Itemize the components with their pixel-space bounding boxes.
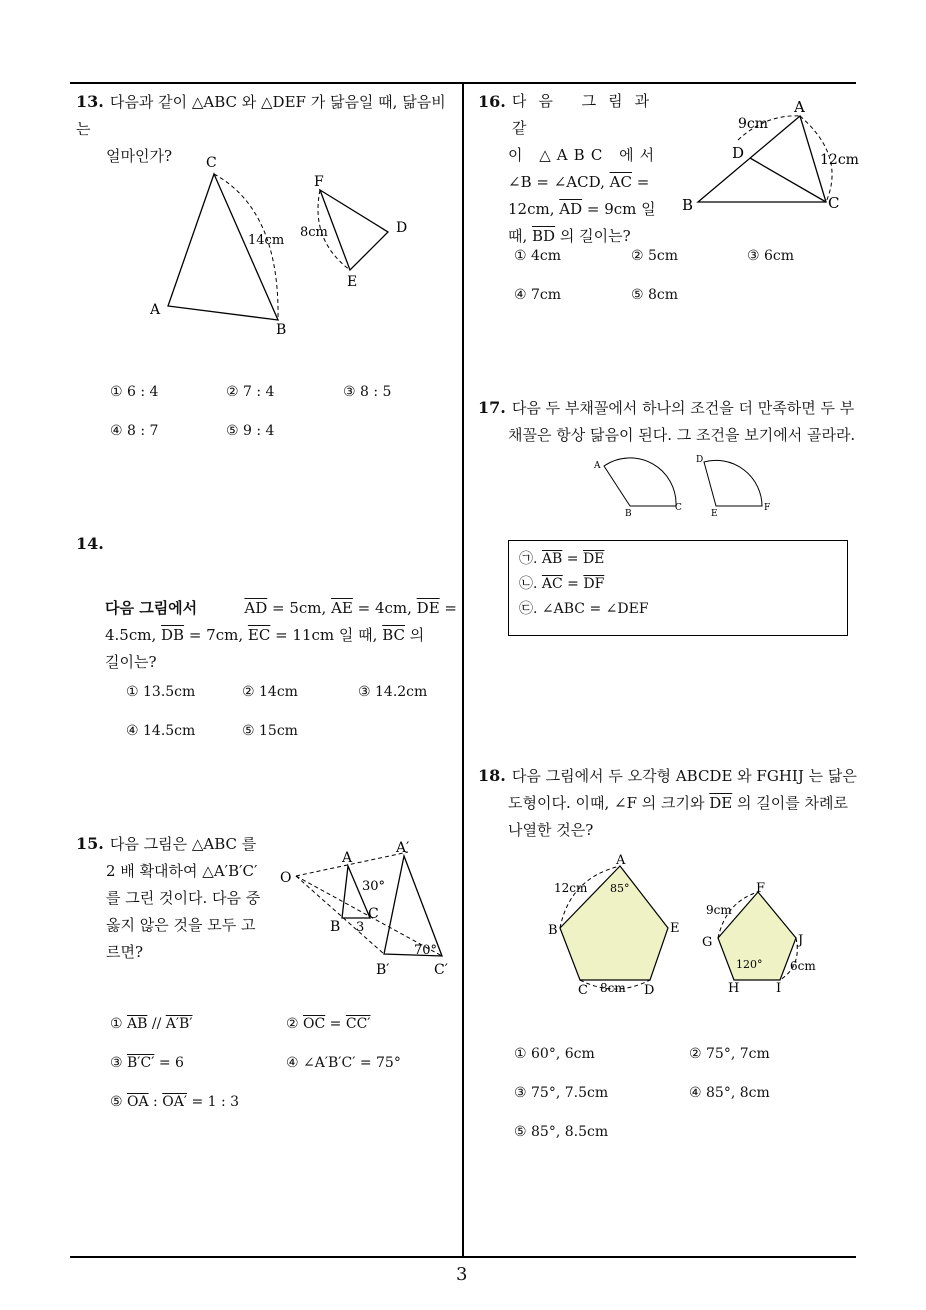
triangle-abc-large xyxy=(384,856,442,956)
label-i: I xyxy=(776,981,782,996)
label-8cm: 8cm xyxy=(300,225,328,240)
label-9cm: 9cm xyxy=(706,903,732,917)
q15-option-3[interactable]: ③ B′C′ = 6 xyxy=(110,1055,184,1071)
label-f: F xyxy=(756,881,766,896)
question-16-number: 16. xyxy=(478,92,506,111)
question-14 xyxy=(105,595,457,676)
label-e: E xyxy=(347,274,358,290)
sector-abc xyxy=(604,458,676,506)
q15-option-2[interactable]: ② $\overline{OC} = CC'$ xyxy=(286,1016,371,1032)
label-b-prime: B′ xyxy=(376,962,390,978)
page-number: 3 xyxy=(456,1264,468,1285)
label-c: C xyxy=(828,194,840,212)
segment-ae: $\overline{AE}$ xyxy=(331,599,353,617)
choice-1[interactable]: ㉠. $\overline{AB} = \overline{DE}$ xyxy=(519,551,605,567)
q14-option-5[interactable]: ⑤ 15cm xyxy=(242,723,298,739)
segment-ec: $\overline{EC}$ xyxy=(247,626,271,644)
segment-ac: $\overline{AC}$ xyxy=(609,173,632,191)
q16-option-3[interactable]: ③ 6cm xyxy=(747,248,795,264)
choice-3[interactable]: ㉢. ∠ABC = ∠DEF xyxy=(519,601,649,617)
label-3: 3 xyxy=(356,920,365,935)
label-85deg: 85° xyxy=(610,882,630,895)
label-a: A xyxy=(342,850,353,866)
label-a: A xyxy=(594,461,601,471)
label-c: C xyxy=(368,906,379,922)
segment-de: $\overline{DE}$ xyxy=(416,599,440,617)
q14-option-4[interactable]: ④ 14.5cm xyxy=(126,723,196,739)
q14-option-2[interactable]: ② 14cm xyxy=(242,684,298,700)
label-12cm: 12cm xyxy=(820,152,859,168)
label-f: F xyxy=(314,174,324,190)
label-30deg: 30° xyxy=(362,879,386,894)
q15-option-4[interactable]: ④ ∠A′B′C′ = 75° xyxy=(286,1055,401,1071)
question-16: 16. 다음 그림과 같 이 △ABC 에서 ∠B = ∠ACD, $\overline{AC}$ = 12cm, $\overline{AD} = 9cm$ 일 때, $\overline{BD}$ 의 길이는? xyxy=(478,88,668,250)
question-15-figure xyxy=(276,834,456,984)
label-d: D xyxy=(644,983,655,998)
label-c-prime: C′ xyxy=(434,962,448,978)
q16-option-5[interactable]: ⑤ 8cm xyxy=(631,287,679,303)
label-8cm: 8cm xyxy=(600,981,626,995)
question-17-figure xyxy=(590,452,780,518)
q18-option-1[interactable]: ① 60°, 6cm xyxy=(514,1046,595,1062)
segment-bd: $\overline{BD}$ xyxy=(532,227,556,245)
label-a-prime: A′ xyxy=(396,840,410,856)
label-e: E xyxy=(670,921,680,936)
segment-ad: $\overline{AD}$ xyxy=(559,200,583,218)
label-c: C xyxy=(578,983,588,998)
segment-de: $\overline{DE}$ xyxy=(709,794,733,812)
label-c: C xyxy=(675,503,682,513)
q18-option-2[interactable]: ② 75°, 7cm xyxy=(689,1046,770,1062)
question-13-figure xyxy=(140,150,430,340)
label-g: G xyxy=(702,935,713,950)
q15-option-1[interactable]: ① $\overline{AB} // A'B'$ xyxy=(110,1016,193,1032)
q16-option-2[interactable]: ② 5cm xyxy=(631,248,679,264)
segment-ad: $\overline{AD}$ xyxy=(244,599,268,617)
label-j: J xyxy=(798,933,804,948)
question-17-number: 17. xyxy=(478,398,506,417)
question-13-number: 13. xyxy=(76,92,104,111)
label-14cm: 14cm xyxy=(248,233,285,248)
segment-bc: $\overline{BC}$ xyxy=(382,626,405,644)
q13-option-1[interactable]: ① 6 : 4 xyxy=(110,384,159,400)
question-18-number: 18. xyxy=(478,766,506,785)
question-17: 17. 다음 두 부채꼴에서 하나의 조건을 더 만족하면 두 부 채꼴은 항상 닮음이 된다. 그 조건을 보기에서 골라라. xyxy=(478,398,856,444)
sector-def xyxy=(704,460,762,506)
label-b: B xyxy=(330,919,341,935)
label-o: O xyxy=(280,870,292,886)
question-14-line3: 길이는? xyxy=(105,653,157,671)
label-70deg: 70° xyxy=(414,943,438,958)
label-h: H xyxy=(728,981,740,996)
choice-2[interactable]: ㉡. $\overline{AC} = \overline{DF}$ xyxy=(519,576,605,592)
q13-option-2[interactable]: ② 7 : 4 xyxy=(226,384,275,400)
question-14-number: 14. xyxy=(76,534,104,553)
label-b: B xyxy=(548,923,558,938)
q18-option-4[interactable]: ④ 85°, 8cm xyxy=(689,1085,770,1101)
q18-option-3[interactable]: ③ 75°, 7.5cm xyxy=(514,1085,609,1101)
label-d: D xyxy=(396,220,408,236)
label-a: A xyxy=(794,98,805,116)
question-15-number: 15. xyxy=(76,834,104,853)
q13-option-5[interactable]: ⑤ 9 : 4 xyxy=(226,423,275,439)
triangle-def xyxy=(320,190,388,270)
segment-db: $\overline{DB}$ xyxy=(161,626,185,644)
question-16-figure xyxy=(676,96,866,216)
question-18-figure xyxy=(540,848,840,998)
q14-option-3[interactable]: ③ 14.2cm xyxy=(358,684,428,700)
question-13-line2: 얼마인가? xyxy=(106,147,173,165)
label-d: D xyxy=(696,455,704,465)
bottom-rule xyxy=(70,1256,856,1258)
q16-option-4[interactable]: ④ 7cm xyxy=(514,287,562,303)
label-a: A xyxy=(616,853,626,868)
label-f: F xyxy=(764,503,771,513)
question-18: 18. 다음 그림에서 두 오각형 ABCDE 와 FGHIJ 는 닮은 도형이다. 이때, ∠F 의 크기와 $\overline{DE}$ 의 길이를 차례로 나열한 것은? xyxy=(478,766,857,839)
q15-option-5[interactable]: ⑤ $\overline{OA}$ : OA′ = 1 : 3 xyxy=(110,1094,240,1110)
label-e: E xyxy=(711,509,718,518)
label-b: B xyxy=(625,509,632,518)
q13-option-3[interactable]: ③ 8 : 5 xyxy=(343,384,392,400)
question-13-line1: 13. 다음과 같이 △ABC 와 △DEF 가 닮음일 때, 닮음비는 xyxy=(76,92,446,138)
label-6cm: 6cm xyxy=(790,959,816,973)
label-b: B xyxy=(276,322,287,338)
q13-option-4[interactable]: ④ 8 : 7 xyxy=(110,423,159,439)
q14-option-1[interactable]: ① 13.5cm xyxy=(126,684,196,700)
label-a: A xyxy=(150,302,161,318)
label-9cm: 9cm xyxy=(738,116,769,132)
label-c: C xyxy=(206,155,217,171)
label-b: B xyxy=(682,196,694,214)
label-120deg: 120° xyxy=(736,958,763,971)
q18-option-5[interactable]: ⑤ 85°, 8.5cm xyxy=(514,1124,609,1140)
question-14-line1: 다음 그림에서 $\overline{AD} = 5cm$, $\overline{AE} = 4cm$, $\overline{DE}$ = xyxy=(105,599,457,617)
question-14-line2: 4.5cm, $\overline{DB} = 7cm$, $\overline{EC} = 11cm$ 일 때, $\overline{BC}$ 의 xyxy=(105,626,425,644)
choice-box xyxy=(508,540,848,636)
question-15: 15. 다음 그림은 △ABC 를 2 배 확대하여 △A′B′C′ 를 그린 것이다. 다음 중 옳지 않은 것을 모두 고 르면? xyxy=(76,834,261,961)
q16-option-1[interactable]: ① 4cm xyxy=(514,248,562,264)
label-12cm: 12cm xyxy=(554,881,588,895)
label-d: D xyxy=(732,144,745,162)
column-divider xyxy=(462,82,464,1258)
